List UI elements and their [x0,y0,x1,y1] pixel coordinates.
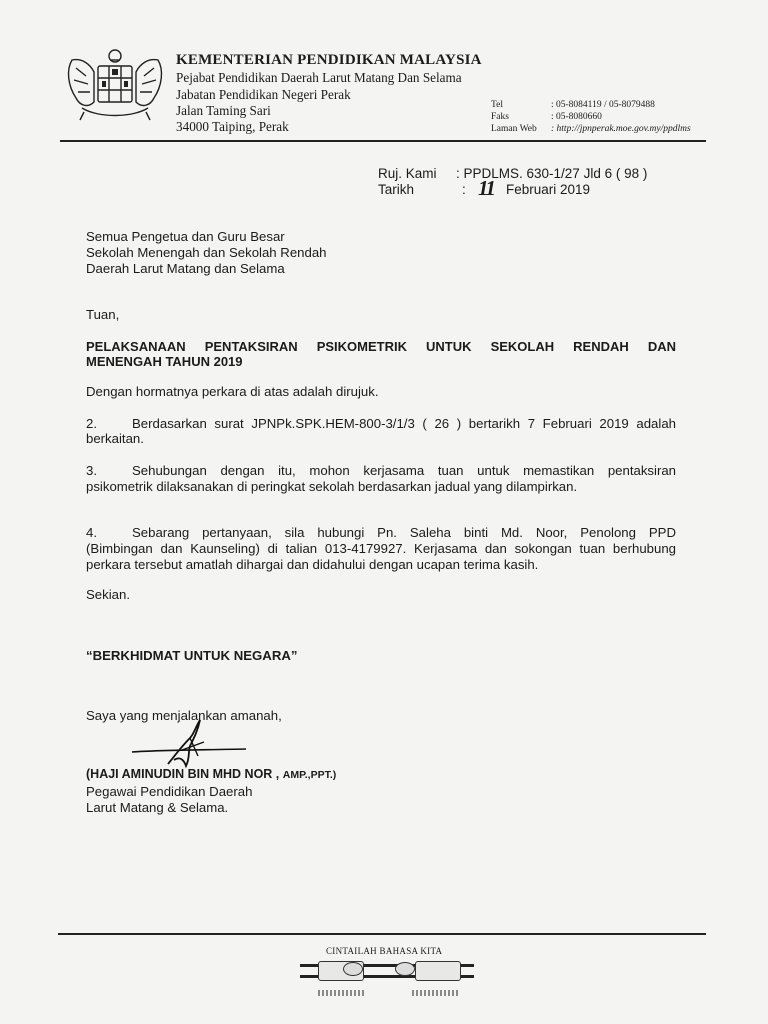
web-value: : http://jpnperak.moe.gov.my/ppdlms [551,124,691,134]
signatory-title: Pegawai Pendidikan Daerah [86,784,253,799]
salutation: Tuan, [86,307,120,322]
office-name: Pejabat Pendidikan Daerah Larut Matang Dan Selama [176,70,462,85]
tel-value: : 05-8084119 / 05-8079488 [551,100,655,110]
paragraph-text: Berdasarkan surat JPNPk.SPK.HEM-800-3/1/3 ( 26 ) bertarikh 7 Februari 2019 adalah [132,416,676,431]
coat-of-arms-logo [62,46,168,126]
ministry-name: KEMENTERIAN PENDIDIKAN MALAYSIA [176,52,482,68]
date-label: Tarikh [378,182,415,197]
paragraph-text: Sehubungan dengan itu, mohon kerjasama tuan untuk memastikan pentaksiran [132,463,676,478]
signatory-name-line [86,767,336,781]
paragraph-3-line-2: psikometrik dilaksanakan di peringkat sekolah berdasarkan jadual yang dilampirkan. [86,479,578,494]
date-day-handwritten: 11 [478,176,494,200]
subject-line-2: MENENGAH TAHUN 2019 [86,354,243,369]
date-colon: : [462,182,466,197]
paragraph-number: 3. [86,463,97,478]
tel-label: Tel [491,100,503,110]
web-label: Laman Web [491,124,537,134]
paragraph-4-line-2: (Bimbingan dan Kaunseling) di talian 013-4179927. Kerjasama dan sokongan tuan berhubung [86,541,676,556]
paragraph-3-line-1 [86,462,676,479]
signature [128,716,252,774]
department-name: Jabatan Pendidikan Negeri Perak [176,87,351,102]
signatory-honours: AMP.,PPT.) [282,769,337,781]
signoff: Saya yang menjalankan amanah, [86,708,282,723]
footer-divider [58,933,706,935]
fax-label: Faks [491,112,509,122]
closing: Sekian. [86,587,130,602]
paragraph-4-line-3: perkara tersebut amatlah dihargai dan didahului dengan ucapan terima kasih. [86,557,539,572]
ref-value: : PPDLMS. 630-1/27 Jld 6 ( 98 ) [456,166,648,181]
motto: “BERKHIDMAT UNTUK NEGARA” [86,648,298,663]
ref-label: Ruj. Kami [378,166,437,181]
recipient-line-2: Sekolah Menengah dan Sekolah Rendah [86,245,327,260]
opening-sentence: Dengan hormatnya perkara di atas adalah dirujuk. [86,384,379,399]
cert-caption-right [412,990,458,996]
fax-value: : 05-8080660 [551,112,602,122]
paragraph-number: 2. [86,416,97,431]
sirim-mark-icon [343,962,363,976]
date-value: Februari 2019 [506,182,591,197]
signatory-name: (HAJI AMINUDIN BIN MHD NOR , [86,767,280,781]
iqnet-mark-icon [395,962,415,976]
recipient-line-3: Daerah Larut Matang dan Selama [86,261,285,276]
subject-line-1: PELAKSANAAN PENTAKSIRAN PSIKOMETRIK UNTUK SEKOLAH RENDAH DAN [86,339,676,354]
recipient-line-1: Semua Pengetua dan Guru Besar [86,229,285,244]
certification-logo-right [415,961,461,981]
footer-slogan: CINTAILAH BAHASA KITA [326,946,443,956]
signatory-district: Larut Matang & Selama. [86,800,229,815]
paragraph-4-line-1 [86,524,676,541]
paragraph-text: Sebarang pertanyaan, sila hubungi Pn. Saleha binti Md. Noor, Penolong PPD [132,525,676,540]
street-address: Jalan Taming Sari [176,103,271,118]
cert-caption-left [318,990,364,996]
city-address: 34000 Taiping, Perak [176,119,289,134]
paragraph-2-line-2: berkaitan. [86,431,144,446]
paragraph-2-line-1 [86,415,676,432]
paragraph-number: 4. [86,525,97,540]
letterhead-divider [60,140,706,142]
